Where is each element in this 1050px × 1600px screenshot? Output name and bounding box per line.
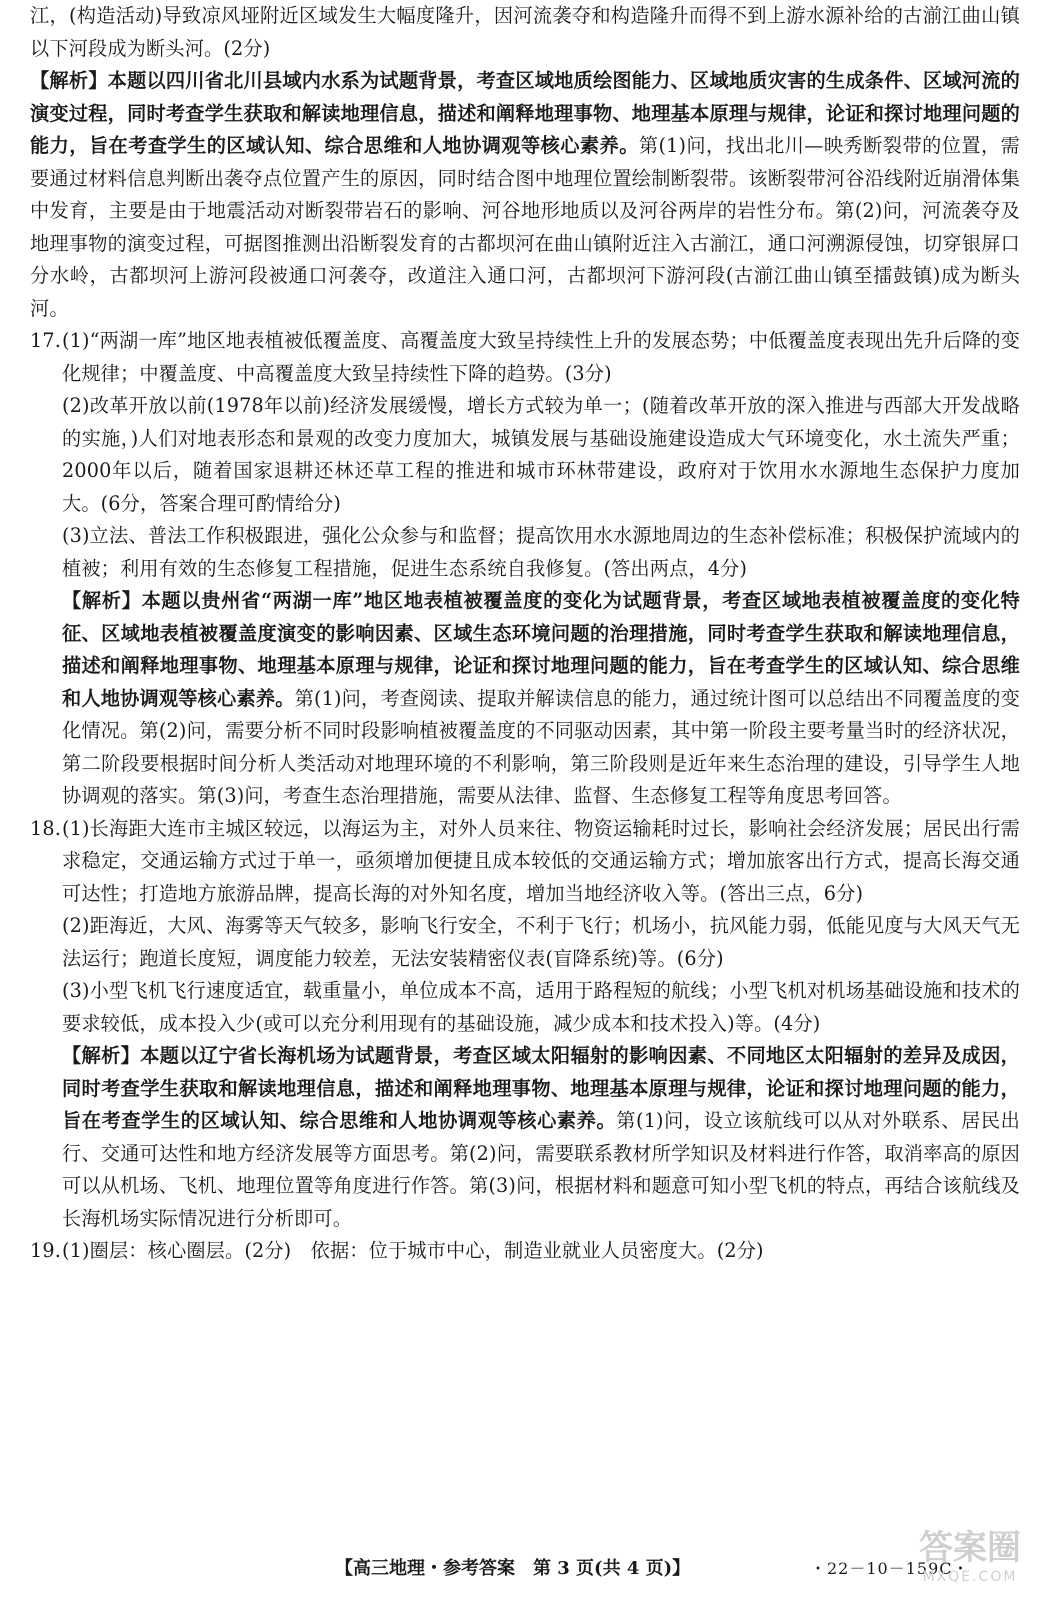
q19-number: 19. [30, 1239, 61, 1262]
q16-continuation: 江，(构造活动)导致凉风垭附近区域发生大幅度隆升，因河流袭夺和构造隆升而得不到上游水源补给的古湔江曲山镇以下河段成为断头河。(2分) [30, 4, 1020, 60]
watermark-logo [910, 1528, 1030, 1592]
q17-part3: (3)立法、普法工作积极跟进，强化公众参与和监督；提高饮用水水源地周边的生态补偿标准；积极保护流域内的植被；利用有效的生态修复工程措施，促进生态系统自我修复。(答出两点，4分) [62, 524, 1020, 580]
q18-analysis-bold: 本题以辽宁省长海机场为试题背景，考查区域太阳辐射的影响因素、不同地区太阳辐射的差异及成因，同时考查学生获取和解读地理信息，描述和阐释地理事物、地理基本原理与规律，论证和探讨地理问题的能力，旨在考查学生的区域认知、综合思维和人地协调观等核心素养。 [62, 1044, 1021, 1132]
q18-part2: (2)距海近，大风、海雾等天气较多，影响飞行安全，不利于飞行；机场小，抗风能力弱，低能见度与大风天气无法运行；跑道长度短，调度能力较差，无法安装精密仪表(盲降系统)等。(6分) [62, 914, 1020, 970]
q19-part1-text: (1)圈层：核心圈层。(2分) 依据：位于城市中心，制造业就业人员密度大。(2分) [62, 1239, 764, 1262]
q17-analysis-bold: 本题以贵州省“两湖一库”地区地表植被覆盖度的变化为试题背景，考查区域地表植被覆盖度的变化特征、区域地表植被覆盖度演变的影响因素、区域生态环境问题的治理措施，同时考查学生获取和解读地理信息，描述和阐释地理事物、地理基本原理与规律，论证和探讨地理问题的能力，旨在考查学生的区域认知、综合思维和人地协调观等核心素养。 [62, 589, 1020, 710]
watermark-logo-url: MXQE.COM [922, 1569, 1018, 1585]
q17-analysis-tag: 【解析】 [62, 589, 142, 612]
q17-analysis [30, 585, 1020, 813]
q19-part1 [30, 1235, 1020, 1268]
q18-analysis-tag: 【解析】 [62, 1044, 141, 1067]
q17-number: 17. [30, 329, 61, 352]
q18-part3: (3)小型飞机飞行速度适宜，载重量小，单位成本不高，适用于路程短的航线；小型飞机对机场基础设施和技术的要求较低，成本投入少(或可以充分利用现有的基础设施，减少成本和技术投入)等。(4分) [62, 979, 1020, 1035]
q16-analysis-bold: 本题以四川省北川县域内水系为试题背景，考查区域地质绘图能力、区域地质灾害的生成条件、区域河流的演变过程，同时考查学生获取和解读地理信息，描述和阐释地理事物、地理基本原理与规律，论证和探讨地理问题的能力，旨在考查学生的区域认知、综合思维和人地协调观等核心素养。 [30, 69, 1020, 157]
q16-analysis-tag: 【解析】 [30, 69, 108, 92]
q18-part1 [30, 813, 1020, 911]
watermark-logo-text: 答案圈 [919, 1528, 1021, 1568]
footer-page-label: 【高三地理・参考答案 第 3 页(共 4 页)】 [335, 1558, 691, 1579]
q17-part1 [30, 325, 1020, 390]
footer-exam-code: ・22－10－159C・ [810, 1559, 970, 1578]
q17-analysis-text: 第(1)问，考查阅读、提取并解读信息的能力，通过统计图可以总结出不同覆盖度的变化情况。第(2)问，需要分析不同时段影响植被覆盖度的不同驱动因素，其中第一阶段主要考量当时的经济状况，第二阶段要根据时间分析人类活动对地理环境的不利影响，第三阶段则是近年来生态治理的建设，引导学生人地协调观的落实。第(3)问，考查生态治理措施，需要从法律、监督、生态修复工程等角度思考回答。 [62, 686, 1020, 807]
q16-analysis-text: 第(1)问，找出北川—映秀断裂带的位置，需要通过材料信息判断出袭夺点位置产生的原因，同时结合图中地理位置绘制断裂带。该断裂带河谷沿线附近崩滑体集中发育，主要是由于地震活动对断裂带岩石的影响、河谷地形地质以及河谷两岸的岩性分布。第(2)问，河流袭夺及地理事物的演变过程，可据图推测出沿断裂发育的古都坝河在曲山镇附近注入古湔江，通口河溯源侵蚀，切穿银屏口分水岭，古都坝河上游河段被通口河袭夺，改道注入通口河，古都坝河下游河段(古湔江曲山镇至擂鼓镇)成为断头河。 [30, 134, 1020, 320]
q16-analysis [30, 65, 1020, 325]
q18-analysis [30, 1040, 1020, 1235]
q18-number: 18. [30, 816, 61, 840]
q17-part2: (2)改革开放以前(1978年以前)经济发展缓慢，增长方式较为单一；(随着改革开放的深入推进与西部大开发战略的实施，)人们对地表形态和景观的改变力度加大，城镇发展与基础设施建设造成大气环境变化，水土流失严重；2000年以后，随着国家退耕还林还草工程的推进和城市环林带建设，政府对于饮用水水源地生态保护力度加大。(6分，答案合理可酌情给分) [62, 394, 1020, 515]
q17-part1-text: (1)“两湖一库”地区地表植被低覆盖度、高覆盖度大致呈持续性上升的发展态势；中低覆盖度表现出先升后降的变化规律；中覆盖度、中高覆盖度大致呈持续性下降的趋势。(3分) [62, 329, 1020, 385]
q18-analysis-text: 第(1)问，设立该航线可以从对外联系、居民出行、交通可达性和地方经济发展等方面思考。第(2)问，需要联系教材所学知识及材料进行作答，取消率高的原因可以从机场、飞机、地理位置等角度进行作答。第(3)问，根据材料和题意可知小型飞机的特点，再结合该航线及长海机场实际情况进行分析即可。 [62, 1109, 1020, 1230]
q18-part1-text: (1)长海距大连市主城区较远，以海运为主，对外人员来往、物资运输耗时过长，影响社会经济发展；居民出行需求稳定，交通运输方式过于单一，亟须增加便捷且成本较低的交通运输方式；增加旅客出行方式，提高长海交通可达性；打造地方旅游品牌，提高长海的对外知名度，增加当地经济收入等。(答出三点，6分) [62, 816, 1020, 905]
answer-page [30, 0, 1020, 1600]
